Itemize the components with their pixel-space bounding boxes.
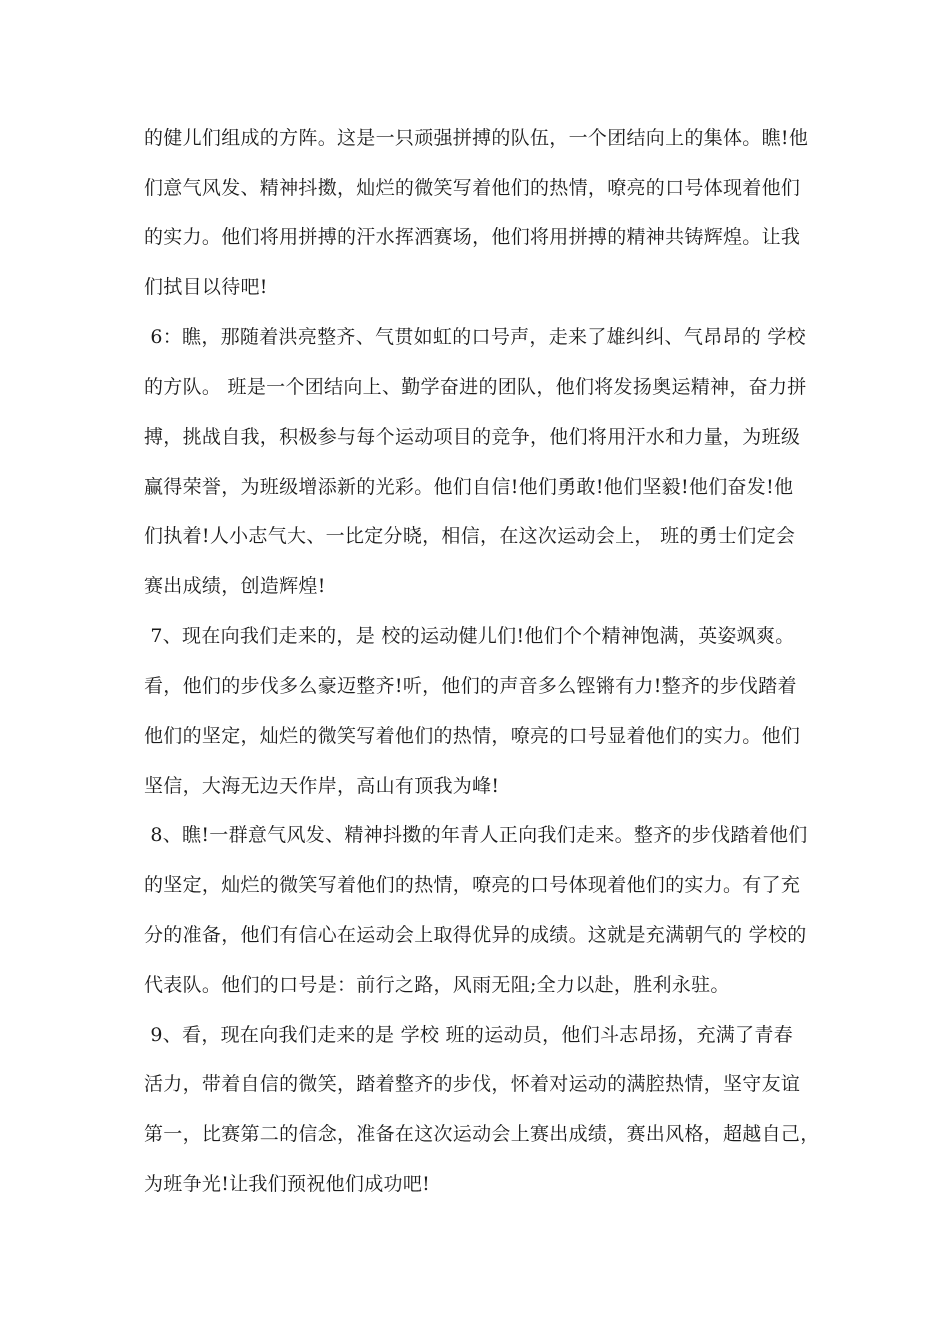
- text-line: 们意气风发、精神抖擞，灿烂的微笑写着他们的热情，嘹亮的口号体现着他们: [144, 177, 801, 199]
- text-line: 为班争光!让我们预祝他们成功吧!: [144, 1173, 431, 1195]
- text-line: 赢得荣誉，为班级增添新的光彩。他们自信!他们勇敢!他们坚毅!他们奋发!他: [144, 476, 794, 498]
- text-line: 搏，挑战自我，积极参与每个运动项目的竞争，他们将用汗水和力量，为班级: [144, 426, 801, 448]
- paragraph-7-start: 7、现在向我们走来的，是 校的运动健儿们!他们个个精神饱满，英姿飒爽。: [144, 625, 795, 647]
- text-line: 的坚定，灿烂的微笑写着他们的热情，嘹亮的口号体现着他们的实力。有了充: [144, 874, 801, 896]
- text-line: 他们的坚定，灿烂的微笑写着他们的热情，嘹亮的口号显着他们的实力。他们: [144, 725, 801, 747]
- text-line: 们执着!人小志气大、一比定分晓，相信，在这次运动会上， 班的勇士们定会: [144, 525, 796, 547]
- text-line: 代表队。他们的口号是：前行之路，风雨无阻;全力以赴，胜利永驻。: [144, 974, 730, 996]
- text-line: 的方队。 班是一个团结向上、勤学奋进的团队，他们将发扬奥运精神，奋力拼: [144, 376, 807, 398]
- text-line: 们拭目以待吧!: [144, 276, 268, 298]
- text-line: 活力，带着自信的微笑，踏着整齐的步伐，怀着对运动的满腔热情，坚守友谊: [144, 1073, 801, 1095]
- text-line: 赛出成绩，创造辉煌!: [144, 575, 326, 597]
- paragraph-9-start: 9、看，现在向我们走来的是 学校 班的运动员，他们斗志昂扬，充满了青春: [144, 1024, 794, 1046]
- text-line: 的实力。他们将用拼搏的汗水挥洒赛场，他们将用拼搏的精神共铸辉煌。让我: [144, 226, 801, 248]
- text-line: 的健儿们组成的方阵。这是一只顽强拼搏的队伍，一个团结向上的集体。瞧!他: [144, 127, 809, 149]
- text-line: 分的准备，他们有信心在运动会上取得优异的成绩。这就是充满朝气的 学校的: [144, 924, 807, 946]
- text-line: 看，他们的步伐多么豪迈整齐!听，他们的声音多么铿锵有力!整齐的步伐踏着: [144, 675, 797, 697]
- paragraph-8-start: 8、瞧!一群意气风发、精神抖擞的年青人正向我们走来。整齐的步伐踏着他们: [144, 824, 808, 846]
- text-line: 第一，比赛第二的信念，准备在这次运动会上赛出成绩，赛出风格，超越自己，: [144, 1123, 820, 1145]
- paragraph-6-start: 6：瞧，那随着洪亮整齐、气贯如虹的口号声，走来了雄纠纠、气昂昂的 学校: [144, 326, 806, 348]
- text-line: 坚信，大海无边天作岸，高山有顶我为峰!: [144, 775, 500, 797]
